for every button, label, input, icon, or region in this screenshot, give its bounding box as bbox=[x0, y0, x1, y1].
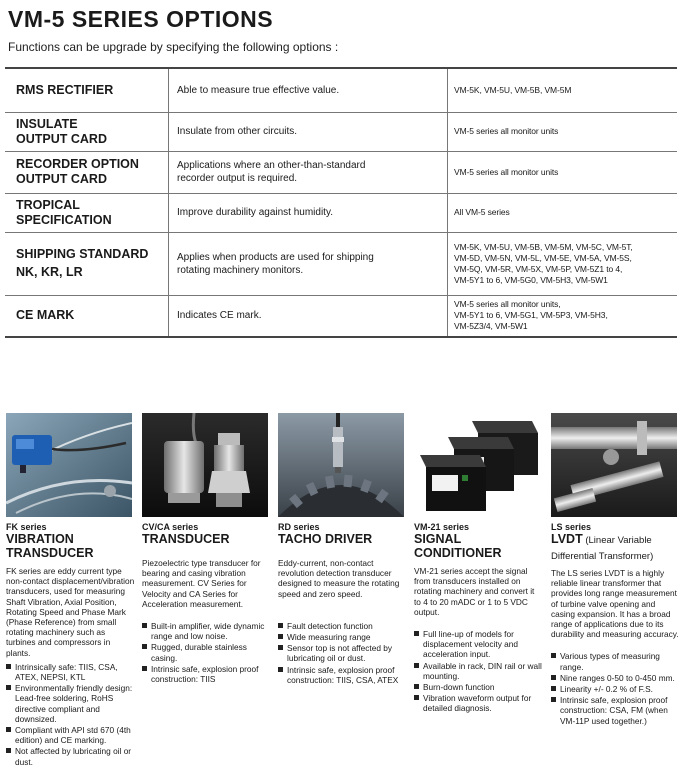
option-name: SHIPPING STANDARD NK, KR, LR bbox=[5, 232, 169, 295]
product-ls-series bbox=[551, 413, 681, 727]
product-name: VIBRATION TRANSDUCER bbox=[6, 532, 94, 560]
feature-item: Intrinsically safe: TIIS, CSA, ATEX, NEPSI, KTL bbox=[6, 662, 136, 682]
feature-item: Available in rack, DIN rail or wall mounting. bbox=[414, 661, 542, 681]
signal-conditioner-photo bbox=[414, 413, 540, 517]
feature-list bbox=[551, 651, 681, 725]
series-label: CV/CA series bbox=[142, 522, 199, 532]
option-name: RECORDER OPTION OUTPUT CARD bbox=[5, 151, 169, 193]
feature-item: Environmentally friendly design: Lead-free soldering, RoHS directive compliant and downsized. bbox=[6, 683, 136, 724]
option-row bbox=[5, 112, 677, 151]
feature-item: Built-in amplifier, wide dynamic range and low noise. bbox=[142, 621, 270, 641]
tacho-driver-photo bbox=[278, 413, 404, 517]
page-subtitle: Functions can be upgrade by specifying the following options : bbox=[8, 40, 339, 54]
option-row bbox=[5, 232, 677, 295]
feature-item: Not affected by lubricating oil or dust. bbox=[6, 746, 136, 766]
series-label: VM-21 series bbox=[414, 522, 470, 532]
feature-item: Fault detection function bbox=[278, 621, 406, 631]
product-fk-series bbox=[6, 413, 136, 768]
option-row bbox=[5, 295, 677, 337]
feature-item: Sensor top is not affected by lubricating oil or dust. bbox=[278, 643, 406, 663]
option-name: INSULATE OUTPUT CARD bbox=[5, 112, 169, 151]
option-row bbox=[5, 68, 677, 112]
option-description: Insulate from other circuits. bbox=[169, 112, 448, 151]
option-units: VM-5K, VM-5U, VM-5B, VM-5M, VM-5C, VM-5T, VM-5D, VM-5N, VM-5L, VM-5E, VM-5A, VM-5S, VM-5Q, VM-5R, VM-5X, VM-5P, VM-5Z1 to 4, VM-5Y1 to 6, VM-5G0, VM-5H3, VM-5W1 bbox=[448, 232, 678, 295]
feature-item: Nine ranges 0-50 to 0-450 mm. bbox=[551, 673, 681, 683]
options-table bbox=[5, 67, 677, 338]
product-name: TRANSDUCER bbox=[142, 532, 230, 546]
feature-item: Full line-up of models for displacement velocity and acceleration input. bbox=[414, 629, 542, 660]
product-name: LVDT (Linear Variable Differential Transformer) bbox=[551, 532, 654, 562]
cv-ca-transducer-photo bbox=[142, 413, 268, 517]
option-units: VM-5 series all monitor units bbox=[448, 151, 678, 193]
option-units: VM-5K, VM-5U, VM-5B, VM-5M bbox=[448, 68, 678, 112]
option-row bbox=[5, 151, 677, 193]
product-rd-series bbox=[278, 413, 406, 686]
option-name: TROPICAL SPECIFICATION bbox=[5, 193, 169, 232]
product-description: The LS series LVDT is a highly reliable linear transformer that provides long range measurement of turbine valve opening and casing expansion. It has a broad range of applications due to its durability and measuring accuracy. bbox=[551, 568, 679, 640]
option-units: VM-5 series all monitor units, VM-5Y1 to 6, VM-5G1, VM-5P3, VM-5H3, VM-5Z3/4, VM-5W1 bbox=[448, 295, 678, 337]
feature-item: Rugged, durable stainless casing. bbox=[142, 642, 270, 662]
fk-transducer-photo bbox=[6, 413, 132, 517]
feature-item: Various types of measuring range. bbox=[551, 651, 681, 671]
option-units: VM-5 series all monitor units bbox=[448, 112, 678, 151]
feature-item: Vibration waveform output for detailed diagnosis. bbox=[414, 693, 542, 713]
feature-list bbox=[414, 629, 542, 714]
series-label: LS series bbox=[551, 522, 592, 532]
feature-item: Linearity +/- 0.2 % of F.S. bbox=[551, 684, 681, 694]
feature-item: Intrinsic safe, explosion proof construction: TIIS, CSA, ATEX bbox=[278, 665, 406, 685]
product-name: SIGNAL CONDITIONER bbox=[414, 532, 502, 560]
product-description: Piezoelectric type transducer for bearing and casing vibration measurement. CV Series for Velocity and CA Series for Acceleration measurement. bbox=[142, 558, 261, 609]
lvdt-photo bbox=[551, 413, 677, 517]
product-vm-21-series bbox=[414, 413, 542, 715]
option-description: Applications where an other-than-standard recorder output is required. bbox=[169, 151, 448, 193]
feature-item: Intrinsic safe, explosion proof construction: CSA, FM (when VM-11P used together.) bbox=[551, 695, 681, 726]
feature-item: Burn-down function bbox=[414, 682, 542, 692]
series-label: FK series bbox=[6, 522, 47, 532]
feature-list bbox=[142, 621, 270, 684]
option-description: Able to measure true effective value. bbox=[169, 68, 448, 112]
option-description: Indicates CE mark. bbox=[169, 295, 448, 337]
option-units: All VM-5 series bbox=[448, 193, 678, 232]
feature-item: Compliant with API std 670 (4th edition) and CE marking. bbox=[6, 725, 136, 745]
option-description: Applies when products are used for shipping rotating machinery monitors. bbox=[169, 232, 448, 295]
option-name: RMS RECTIFIER bbox=[5, 68, 169, 112]
product-name-subtitle: (Linear Variable Differential Transformer) bbox=[551, 535, 654, 562]
product-description: FK series are eddy current type non-contact displacement/vibration transducers, used for measuring Shaft Vibration, Axial Position, Rotating Speed and Phase Mark (Phase Reference) from small rotating machinery such as turbines and compressors in plants. bbox=[6, 566, 135, 658]
option-description: Improve durability against humidity. bbox=[169, 193, 448, 232]
series-label: RD series bbox=[278, 522, 320, 532]
product-name: TACHO DRIVER bbox=[278, 532, 373, 546]
product-description: VM-21 series accept the signal from transducers installed on rotating machinery and convert it to 4 to 20 mADC or 1 to 5 VDC output. bbox=[414, 566, 535, 617]
product-cv-ca-series bbox=[142, 413, 270, 685]
feature-item: Wide measuring range bbox=[278, 632, 406, 642]
option-name: CE MARK bbox=[5, 295, 169, 337]
option-row bbox=[5, 193, 677, 232]
feature-list bbox=[278, 621, 406, 685]
product-description: Eddy-current, non-contact revolution detection transducer designed to measure the rotating speed and zero speed. bbox=[278, 558, 400, 599]
feature-list bbox=[6, 662, 136, 767]
page-title: VM-5 SERIES OPTIONS bbox=[8, 6, 274, 32]
feature-item: Intrinsic safe, explosion proof construction: TIIS bbox=[142, 664, 270, 684]
